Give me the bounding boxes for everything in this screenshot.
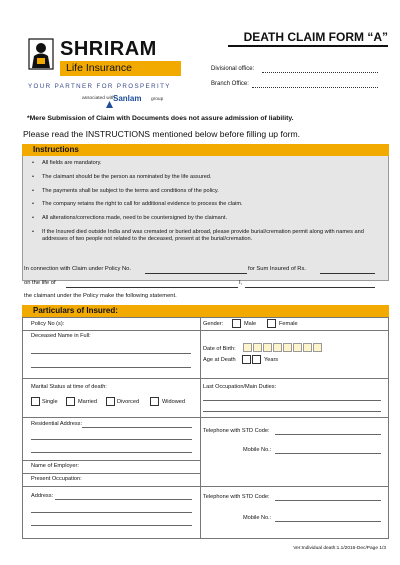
telephone-field[interactable] — [275, 434, 381, 435]
address-label: Address: — [31, 493, 54, 499]
instruction-item: • The company retains the right to call for additional evidence to process the claim. — [32, 201, 382, 208]
brand-subtitle: Life Insurance — [60, 61, 181, 76]
gender-male-checkbox[interactable] — [232, 319, 241, 328]
statement-line2-start: on the life of — [24, 280, 56, 286]
marital-married-label: Married — [78, 399, 97, 405]
mobile-field-2[interactable] — [275, 521, 381, 522]
deceased-name-field-2[interactable] — [31, 367, 191, 368]
claimant-name-field[interactable] — [245, 287, 375, 288]
deceased-name-field[interactable] — [31, 353, 191, 354]
grid-divider — [200, 317, 201, 539]
gender-female-label: Female — [279, 321, 298, 327]
instructions-list — [32, 160, 382, 250]
partner-suffix: group — [151, 97, 164, 102]
present-occupation-label: Present Occupation: — [31, 476, 82, 482]
age-digit-2[interactable] — [252, 355, 261, 364]
instruction-item: • The claimant should be the person as nominated by the life assured. — [32, 174, 382, 181]
telephone-field-2[interactable] — [275, 500, 381, 501]
grid-divider — [22, 378, 389, 379]
marital-single-checkbox[interactable] — [31, 397, 40, 406]
address-field-3[interactable] — [31, 525, 192, 526]
branch-office-label: Branch Office: — [211, 81, 249, 87]
partner-name: Sanlam — [113, 94, 142, 103]
mobile-label-2: Mobile No.: — [243, 515, 272, 521]
age-digit-1[interactable] — [242, 355, 251, 364]
telephone-label-2: Telephone with STD Code: — [203, 494, 270, 500]
marital-divorced-label: Divorced — [117, 399, 140, 405]
statement-line3: the claimant under the Policy make the following statement. — [24, 293, 177, 299]
residential-address-field-3[interactable] — [31, 452, 192, 453]
last-occupation-label: Last Occupation/Main Duties: — [203, 384, 277, 390]
life-assured-field[interactable] — [66, 287, 238, 288]
sanlam-logo-icon — [106, 95, 113, 113]
residential-address-label: Residential Address: — [31, 421, 82, 427]
marital-widowed-label: Widowed — [162, 399, 186, 405]
instruction-item: • All alterations/corrections made, need to be countersigned by the claimant. — [32, 215, 382, 222]
divisional-office-label: Divisional office: — [211, 66, 255, 72]
liability-notice: *Mere Submission of Claim with Documents does not assure admission of liability. — [27, 115, 294, 122]
grid-divider — [22, 473, 200, 474]
branch-office-field[interactable] — [252, 87, 378, 88]
grid-divider — [22, 417, 389, 418]
marital-single-label: Single — [42, 399, 58, 405]
shriram-logo-icon — [28, 38, 54, 70]
read-instructions-text: Please read the INSTRUCTIONS mentioned below before filling up form. — [23, 129, 301, 139]
brand-tagline: YOUR PARTNER FOR PROSPERITY — [28, 83, 171, 90]
statement-line1-mid: for Sum Insured of Rs. — [248, 266, 306, 272]
address-field[interactable] — [55, 499, 192, 500]
instruction-item: • If the Insured died outside India and was cremated or buried abroad, please provide burial/cremation permit along with names and addresses of two people not related to the deceased, present at the burial/cremation. — [32, 229, 382, 243]
grid-divider — [22, 330, 389, 331]
dob-label: Date of Birth: — [203, 346, 236, 352]
years-label: Years — [264, 357, 279, 363]
statement-line1-start: In connection with Claim under Policy No. — [24, 266, 131, 272]
marital-married-checkbox[interactable] — [66, 397, 75, 406]
deceased-name-label: Deceased Name in Full: — [31, 333, 91, 339]
mobile-field[interactable] — [275, 453, 381, 454]
statement-line2-mid: I, — [239, 280, 243, 286]
grid-divider — [22, 460, 200, 461]
version-footer: Ver:Individual death:1.1/2016-Dec/Page 1/3 — [293, 546, 386, 551]
brand-name: SHRIRAM — [60, 38, 157, 60]
instruction-item: • All fields are mandatory. — [32, 160, 382, 167]
associated-with-text: associated with — [82, 96, 115, 101]
residential-address-field-2[interactable] — [31, 439, 192, 440]
address-field-2[interactable] — [31, 512, 192, 513]
dob-field[interactable] — [243, 343, 321, 353]
instruction-item: • The payments shall be subject to the terms and conditions of the policy. — [32, 188, 382, 195]
marital-divorced-checkbox[interactable] — [106, 397, 115, 406]
marital-status-label: Marital Status at time of death: — [31, 384, 107, 390]
sum-insured-field[interactable] — [320, 273, 375, 274]
particulars-title: Particulars of Insured: — [33, 306, 118, 315]
residential-address-field[interactable] — [82, 427, 192, 428]
marital-widowed-checkbox[interactable] — [150, 397, 159, 406]
last-occupation-field[interactable] — [203, 400, 381, 401]
policy-number-field[interactable] — [145, 273, 247, 274]
gender-label: Gender: — [203, 321, 224, 327]
gender-female-checkbox[interactable] — [267, 319, 276, 328]
age-at-death-label: Age at Death — [203, 357, 236, 363]
divisional-office-field[interactable] — [262, 72, 378, 73]
form-title: DEATH CLAIM FORM “A” — [228, 29, 388, 47]
employer-label: Name of Employer: — [31, 463, 79, 469]
policy-no-label: Policy No (s): — [31, 321, 65, 327]
instructions-title: Instructions — [33, 145, 79, 154]
telephone-label: Telephone with STD Code: — [203, 428, 270, 434]
last-occupation-field-2[interactable] — [203, 411, 381, 412]
grid-divider — [22, 486, 389, 487]
mobile-label: Mobile No.: — [243, 447, 272, 453]
gender-male-label: Male — [244, 321, 257, 327]
